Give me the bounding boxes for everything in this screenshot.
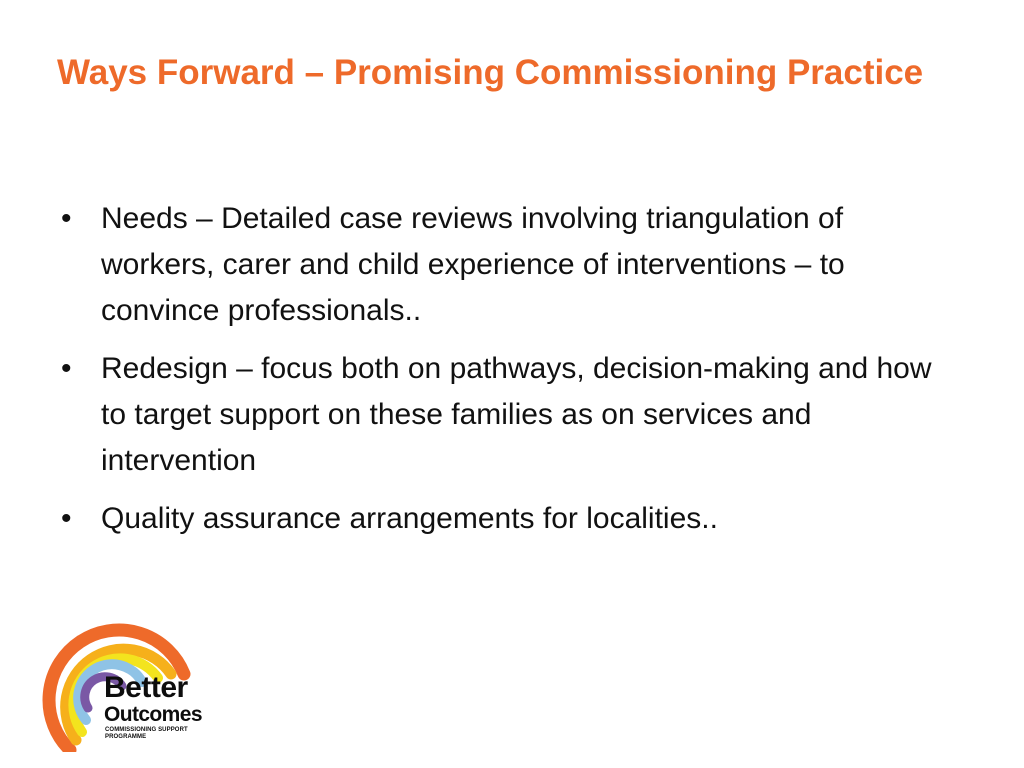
bullet-list	[57, 196, 957, 554]
logo-tagline-line2: PROGRAMME	[105, 734, 147, 740]
logo-text-better: Better	[104, 671, 188, 704]
slide-title: Ways Forward – Promising Commissioning Practice	[57, 53, 924, 92]
logo-tagline	[105, 727, 188, 741]
bullet-item-needs	[57, 196, 957, 334]
better-outcomes-logo	[26, 612, 216, 752]
bullet-marker: •	[61, 502, 72, 535]
bullet-text: Needs – Detailed case reviews involving triangulation of workers, carer and child experience of interventions – to convince professionals..	[101, 202, 845, 327]
bullet-marker: •	[61, 202, 72, 235]
bullet-text: Quality assurance arrangements for localities..	[101, 502, 718, 535]
logo-tagline-line1: COMMISSIONING SUPPORT	[105, 727, 188, 733]
bullet-item-quality	[57, 496, 957, 542]
bullet-item-redesign	[57, 346, 957, 484]
logo-text-outcomes: Outcomes	[104, 703, 202, 726]
bullet-marker: •	[61, 352, 72, 385]
bullet-text: Redesign – focus both on pathways, decision-making and how to target support on these families as on services and intervention	[101, 352, 932, 477]
